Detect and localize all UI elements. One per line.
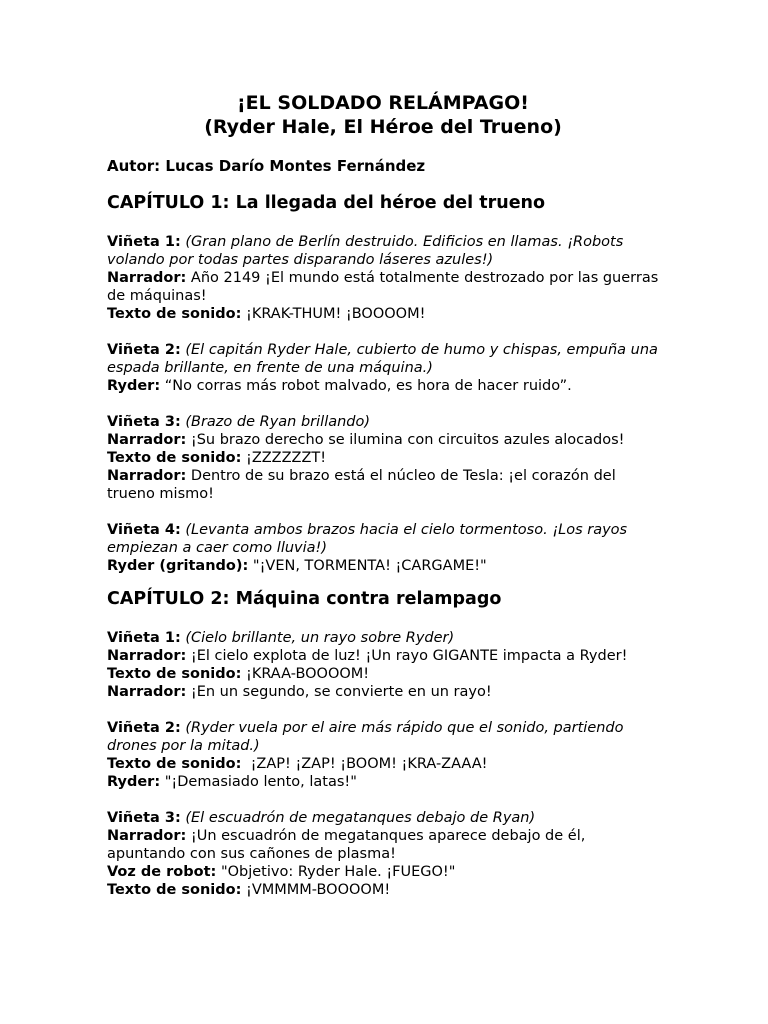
line-text: ¡ZAP! ¡ZAP! ¡BOOM! ¡KRA-ZAAA! [246,756,488,772]
line-label: Narrador: [107,432,187,448]
line-label: Viñeta 1: [107,630,181,646]
line-text: ¡El cielo explota de luz! ¡Un rayo GIGANTE impacta a Ryder! [190,648,628,664]
scene-description: (Gran plano de Berlín destruido. Edificios en llamas. ¡Robots volando por todas partes disparando láseres azules!) [107,234,624,268]
line-text: ¡En un segundo, se convierte en un rayo! [190,684,492,700]
panel-line [107,881,667,899]
line-label: Narrador: [107,684,187,700]
title-line-2: (Ryder Hale, El Héroe del Trueno) [204,116,562,138]
line-text: “No corras más robot malvado, es hora de hacer ruido”. [164,378,572,394]
line-label: Viñeta 2: [107,720,181,736]
line-label: Texto de sonido: [107,882,242,898]
panel-line [107,449,667,467]
line-text: Año 2149 ¡El mundo está totalmente destrozado por las guerras de máquinas! [107,270,659,304]
panel-line [107,233,667,269]
panel-line [107,521,667,557]
scene-description: (Levanta ambos brazos hacia el cielo tormentoso. ¡Los rayos empiezan a caer como lluvia!) [107,522,628,556]
panel-3 [107,413,667,503]
panel-line [107,557,667,575]
line-label: Voz de robot: [107,864,217,880]
panel-4 [107,521,667,575]
document-page [107,91,667,899]
chapter-1 [107,192,667,575]
author-line: Autor: Lucas Darío Montes Fernández [107,157,426,175]
panel-line [107,719,667,755]
line-label: Ryder: [107,378,161,394]
title-line-1: ¡EL SOLDADO RELÁMPAGO! [237,92,529,114]
scene-description: (Cielo brillante, un rayo sobre Ryder) [185,630,455,646]
panel-2 [107,341,667,395]
line-text: ¡Su brazo derecho se ilumina con circuitos azules alocados! [190,432,625,448]
chapter-heading: CAPÍTULO 2: Máquina contra relampago [107,589,502,609]
line-label: Viñeta 1: [107,234,181,250]
line-label: Texto de sonido: [107,666,242,682]
panel-line [107,431,667,449]
panel-line [107,647,667,665]
scene-description: (Ryder vuela por el aire más rápido que el sonido, partiendo drones por la mitad.) [107,720,624,754]
panel-1 [107,629,667,701]
panel-line [107,629,667,647]
line-text: "Objetivo: Ryder Hale. ¡FUEGO!" [220,864,456,880]
chapter-heading: CAPÍTULO 1: La llegada del héroe del trueno [107,193,546,213]
panel-line [107,467,667,503]
panel-line [107,413,667,431]
line-label: Texto de sonido: [107,450,242,466]
line-text: ¡VMMMM-BOOOOM! [246,882,391,898]
line-label: Viñeta 2: [107,342,181,358]
panel-line [107,269,667,305]
panel-line [107,665,667,683]
panel-line [107,827,667,863]
document-title [103,91,663,139]
scene-description: (El escuadrón de megatanques debajo de Ryan) [185,810,536,826]
panel-line [107,377,667,395]
line-label: Narrador: [107,648,187,664]
line-label: Narrador: [107,468,187,484]
line-text: "¡Demasiado lento, latas!" [164,774,357,790]
panel-line [107,683,667,701]
scene-description: (Brazo de Ryan brillando) [185,414,371,430]
line-label: Ryder (gritando): [107,558,249,574]
line-text: ¡KRAA-BOOOOM! [246,666,370,682]
line-text: ¡KRAK-THUM! ¡BOOOOM! [246,306,426,322]
line-label: Viñeta 4: [107,522,181,538]
panel-3 [107,809,667,899]
line-label: Viñeta 3: [107,810,181,826]
line-label: Ryder: [107,774,161,790]
line-label: Texto de sonido: [107,306,242,322]
line-text: ¡ZZZZZZT! [246,450,327,466]
panel-2 [107,719,667,791]
panel-1 [107,233,667,323]
panel-line [107,809,667,827]
chapter-2 [107,588,667,899]
panel-line [107,863,667,881]
line-text: Dentro de su brazo está el núcleo de Tesla: ¡el corazón del trueno mismo! [107,468,616,502]
line-label: Texto de sonido: [107,756,242,772]
line-label: Narrador: [107,828,187,844]
scene-description: (El capitán Ryder Hale, cubierto de humo y chispas, empuña una espada brillante, en frente de una máquina.) [107,342,658,376]
panel-line [107,341,667,377]
line-text: ¡Un escuadrón de megatanques aparece debajo de él, apuntando con sus cañones de plasma! [107,828,586,862]
line-text: "¡VEN, TORMENTA! ¡CARGAME!" [252,558,487,574]
panel-line [107,305,667,323]
line-label: Narrador: [107,270,187,286]
panel-line [107,773,667,791]
panel-line [107,755,667,773]
line-label: Viñeta 3: [107,414,181,430]
